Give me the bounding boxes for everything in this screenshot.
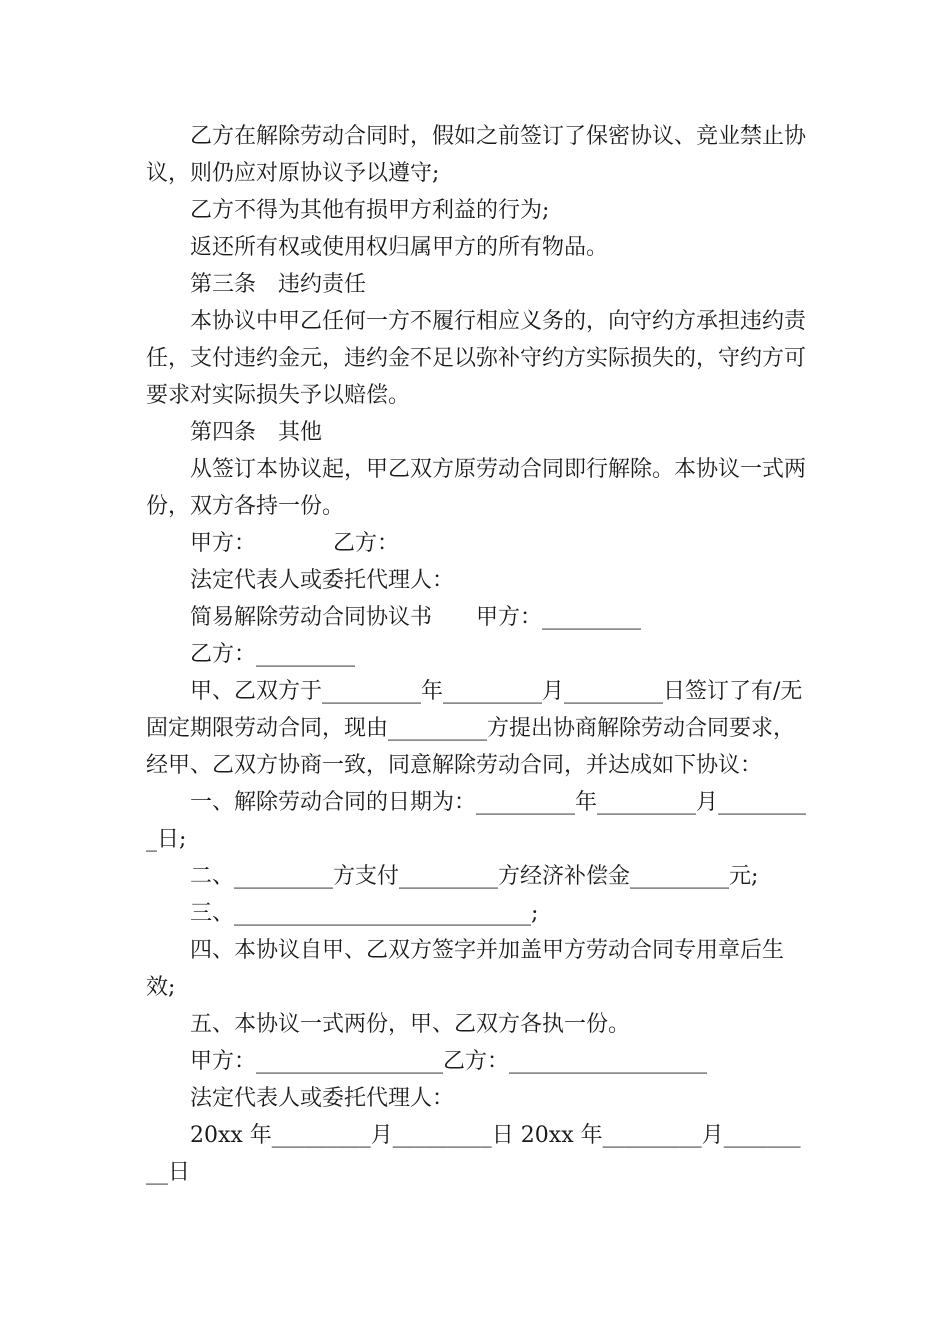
heading-article-4: 第四条 其他 [190, 420, 323, 445]
heading-article-3: 第三条 违约责任 [190, 272, 367, 297]
paragraph-termination: 从签订本协议起，甲乙双方原劳动合同即行解除。本协议一式两份，双方各持一份。 [146, 457, 807, 519]
legal-representative-line-2: 法定代表人或委托代理人： [190, 1086, 455, 1111]
clause-4-effect: 四、本协议自甲、乙双方签字并加盖甲方劳动合同专用章后生效; [146, 938, 785, 1000]
legal-representative-line: 法定代表人或委托代理人： [190, 568, 455, 593]
date-lines: 20xx 年_________月_________日 20xx 年_________月_________日 [146, 1123, 801, 1185]
paragraph-liability: 本协议中甲乙任何一方不履行相应义务的，向守约方承担违约责任，支付违约金元，违约金不足以弥补守约方实际损失的，守约方可要求对实际损失予以赔偿。 [146, 309, 807, 408]
paragraph-no-harm: 乙方不得为其他有损甲方利益的行为; [190, 198, 550, 223]
document-body [146, 118, 810, 1191]
simple-agreement-title-line: 简易解除劳动合同协议书 甲方：_________ [190, 605, 642, 630]
clause-2-compensation: 二、_________方支付_________方经济补偿金_________元; [190, 864, 759, 889]
paragraph-return-property: 返还所有权或使用权归属甲方的所有物品。 [190, 235, 609, 260]
paragraph-confidentiality: 乙方在解除劳动合同时，假如之前签订了保密协议、竞业禁止协议，则仍应对原协议予以遵守; [146, 124, 807, 186]
signature-lines: 甲方：_________________乙方：__________________ [190, 1049, 708, 1074]
party-b-line: 乙方：_________ [190, 642, 356, 667]
signature-parties-line: 甲方： 乙方： [190, 531, 400, 556]
clause-3-blank: 三、___________________________; [190, 901, 539, 926]
paragraph-preamble: 甲、乙双方于_________年_________月_________日签订了有/无固定期限劳动合同，现由_________方提出协商解除劳动合同要求，经甲、乙双方协商一致，同意解除劳动合同，并达成如下协议： [146, 679, 803, 778]
clause-5-copies: 五、本协议一式两份，甲、乙双方各执一份。 [190, 1012, 631, 1037]
clause-1-date: 一、解除劳动合同的日期为：_________年_________月_________日; [146, 790, 807, 852]
